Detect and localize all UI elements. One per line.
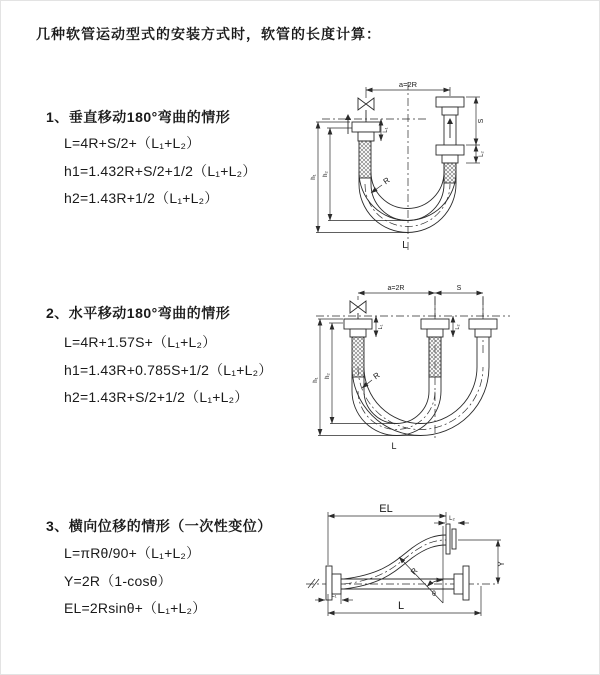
dim-label-h1: h₁ [313,377,319,383]
dim-label-h1: h₁ [311,174,317,180]
dim-label-r: R [408,566,420,577]
diagram-vertical-movement [308,72,528,257]
dim-label-theta: θ [432,591,436,598]
section-2-formula-h2: h2=1.43R+S/2+1/2（L₁+L₂） [64,389,249,405]
dim-label-h2: h₂ [325,373,331,379]
dim-label-l1: L₁ [378,324,384,330]
dim-label-l1: L₁ [383,127,389,133]
dim-label-h2: h₂ [323,171,329,177]
section-3-heading: 3、横向位移的情形（一次性变位） [46,518,272,534]
dim-label-l2: L₂ [455,324,461,330]
valve-icon [358,98,374,122]
dim-label-l: L [397,600,405,612]
section-2-formula-h1: h1=1.43R+0.785S+1/2（L₁+L₂） [64,362,273,378]
dim-label-s: S [478,118,485,124]
section-3-formula-Y: Y=2R（1-cosθ） [64,573,172,589]
centerlines [316,297,510,438]
left-fitting [352,122,380,178]
hose-arcs [352,337,489,436]
straight-pipe [326,566,469,600]
section-2-formula-L: L=4R+1.57S+（L₁+L₂） [64,334,217,350]
dim-label-l: L [402,240,408,251]
fittings [344,319,497,377]
dim-label-el: EL [379,503,393,515]
dim-label-r: R [371,370,382,382]
section-3-formula-L: L=πRθ/90+（L₁+L₂） [64,545,201,561]
section-1-formula-h1: h1=1.432R+S/2+1/2（L₁+L₂） [64,163,257,179]
diagram-horizontal-movement [310,283,520,465]
section-2-heading: 2、水平移动180°弯曲的情形 [46,305,231,321]
page-title: 几种软管运动型式的安装方式时，软管的长度计算： [36,26,381,42]
section-1-formula-h2: h2=1.43R+1/2（L₁+L₂） [64,190,219,206]
dim-label-r: R [381,175,392,187]
dim-label-l1: L₁ [331,593,337,599]
section-3-formula-EL: EL=2Rsinθ+（L₁+L₂） [64,600,207,616]
diagram-lateral-displacement [298,496,513,663]
dim-label-a2r: a=2R [387,285,405,292]
right-fittings [436,97,464,183]
dim-label-l2: L₂ [479,151,485,157]
dim-label-s: S [456,285,462,292]
dim-label-a2r: a=2R [398,80,418,89]
dim-label-y: Y [497,561,506,567]
dimensions [313,285,483,451]
angle-construction [399,526,443,603]
section-1-formula-L: L=4R+S/2+（L₁+L₂） [64,135,201,151]
dim-label-l2: L₂ [449,516,455,522]
section-1-heading: 1、垂直移动180°弯曲的情形 [46,109,231,125]
dim-label-l: L [391,441,397,451]
